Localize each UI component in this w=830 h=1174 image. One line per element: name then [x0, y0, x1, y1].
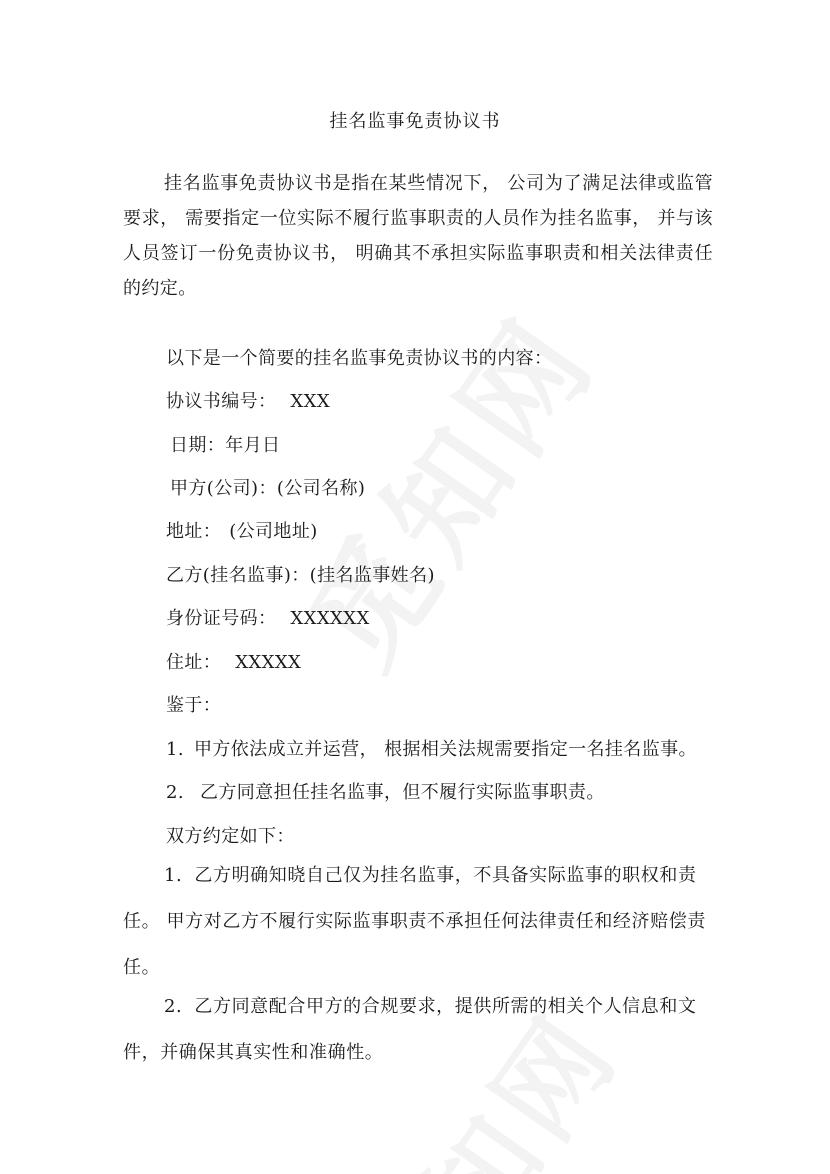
whereas-item-1-text: 甲方依法成立并运营， 根据相关法规需要指定一名挂名监事。: [193, 739, 697, 760]
id-number-value: XXXXXX: [290, 608, 370, 629]
whereas-item-1-number: 1.: [166, 739, 184, 760]
address-value: (公司地址): [229, 521, 318, 542]
clause-1-text: 乙方明确知晓自己仅为挂名监事，不具备实际监事的职权和责任。 甲方对乙方不履行实际监事职责不承担任何法律责任和经济赔偿责任。: [123, 865, 706, 978]
address-label: 地址：: [166, 521, 222, 542]
id-number-line: [166, 604, 370, 630]
residence-label: 住址：: [166, 652, 222, 673]
whereas-item-1: [166, 735, 697, 761]
agreement-number-value: XXX: [290, 391, 331, 412]
clause-1: [123, 853, 713, 991]
agreement-heading: 双方约定如下：: [166, 826, 295, 847]
clause-1-number: 1.: [164, 865, 183, 886]
date-line: 日期：年月日: [170, 435, 281, 456]
party-b-line: 乙方(挂名监事)：(挂名监事姓名): [166, 565, 435, 586]
summary-line: 以下是一个简要的挂名监事免责协议书的内容：: [166, 348, 553, 369]
agreement-number: [166, 387, 330, 413]
clause-2: [123, 984, 713, 1076]
whereas-item-2-text: 乙方同意担任挂名监事，但不履行实际监事职责。: [199, 782, 605, 803]
id-number-label: 身份证号码：: [166, 608, 277, 629]
whereas-item-2: [166, 778, 605, 804]
address-line: [166, 517, 318, 543]
whereas-item-2-number: 2.: [166, 782, 184, 803]
residence-line: [166, 648, 301, 674]
document-title: 挂名监事免责协议书: [329, 111, 501, 132]
clause-2-number: 2.: [164, 996, 183, 1017]
party-a-line: 甲方(公司)：(公司名称): [170, 478, 366, 499]
agreement-number-label: 协议书编号：: [166, 391, 277, 412]
residence-value: XXXXX: [235, 652, 302, 673]
whereas-heading: 鉴于：: [166, 695, 222, 716]
intro-paragraph: 挂名监事免责协议书是指在某些情况下， 公司为了满足法律或监管要求， 需要指定一位实际不履行监事职责的人员作为挂名监事， 并与该人员签订一份免责协议书， 明确其不承担实际监事职责和相关法律责任的约定。: [123, 173, 713, 299]
clause-2-text: 乙方同意配合甲方的合规要求，提供所需的相关个人信息和文件，并确保其真实性和准确性。: [123, 996, 697, 1063]
